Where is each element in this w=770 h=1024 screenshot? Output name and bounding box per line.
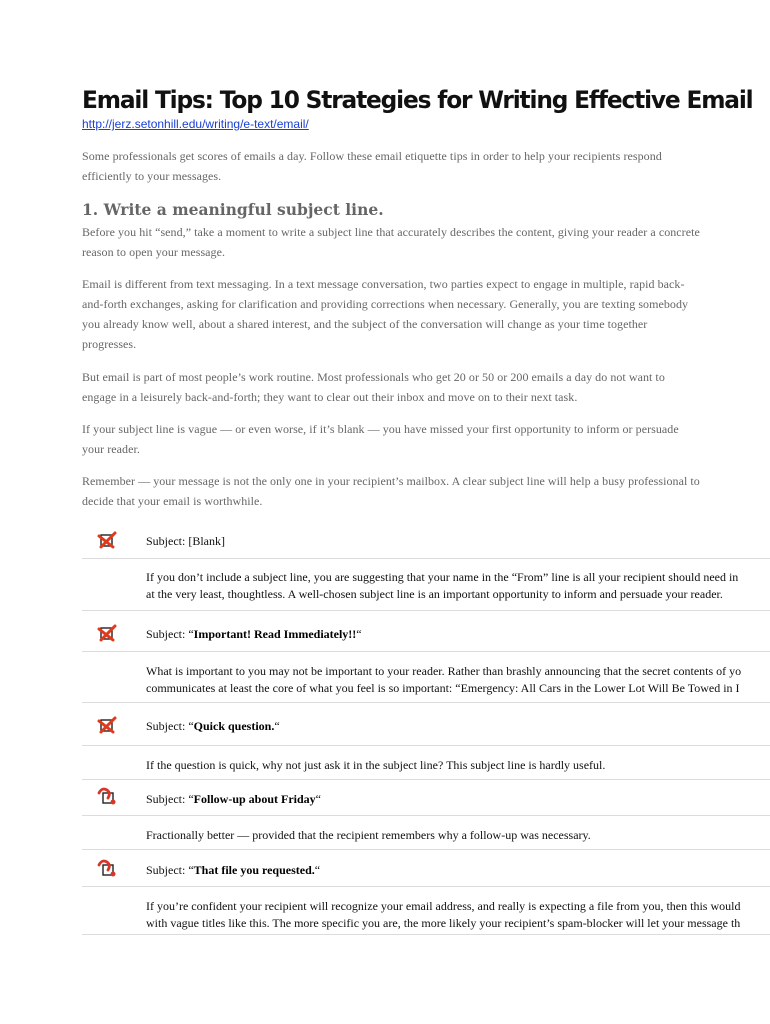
example-subject-text: Subject: [Blank] [146, 534, 225, 548]
section-heading: 1. Write a meaningful subject line. [82, 200, 384, 219]
body-paragraph: But email is part of most people’s work routine. Most professionals who get 20 or 50 or 200 emails a day do not want to engage in a leisurely back-and-forth; they want to clear out their inbox and move on to their next task. [82, 370, 665, 404]
body-paragraph: If your subject line is vague — or even worse, if it’s blank — you have missed your first opportunity to inform or persuade your reader. [82, 422, 679, 456]
source-link[interactable]: http://jerz.setonhill.edu/writing/e-text/email/ [82, 117, 309, 131]
example-item [82, 703, 770, 780]
example-item [82, 611, 770, 703]
example-comment: Fractionally better — provided that the recipient remembers why a follow-up was necessary. [82, 816, 770, 850]
example-subject-text: Subject: “Follow-up about Friday“ [146, 792, 321, 806]
example-comment: If you don’t include a subject line, you are suggesting that your name in the “From” line is all your recipient should need in at the very least, thoughtless. A well-chosen subject line is an important opportunity to inform and persuade your reader. [82, 559, 770, 611]
example-item [82, 780, 770, 850]
example-item [82, 522, 770, 611]
example-subject-row [82, 522, 770, 559]
example-comment: What is important to you may not be important to your reader. Rather than brashly announcing that the secret contents of yo communicates at least the core of what you feel is so important: “Emergency: All Cars in the Lower Lot Will Be Towed in I [82, 652, 770, 703]
example-subject-row [82, 703, 770, 746]
subject-line-examples [82, 522, 770, 935]
page-title: Email Tips: Top 10 Strategies for Writing Effective Email [82, 86, 753, 114]
body-paragraph: Email is different from text messaging. In a text message conversation, two parties expect to engage in multiple, rapid back-and-forth exchanges, asking for clarification and providing corrections when necessary. Generally, you are texting somebody you already know well, about a shared interest, and the subject of the conversation will change as your time together progresses. [82, 277, 689, 351]
example-subject-text: Subject: “Important! Read Immediately!!“ [146, 627, 362, 641]
body-paragraph: Remember — your message is not the only one in your recipient’s mailbox. A clear subject line will help a busy professional to decide that your email is worthwhile. [82, 474, 700, 508]
example-comment: If the question is quick, why not just ask it in the subject line? This subject line is hardly useful. [82, 746, 770, 780]
partial-checkbox-icon [96, 858, 118, 878]
rejected-checkbox-icon [96, 623, 118, 643]
partial-checkbox-icon [96, 786, 118, 806]
intro-paragraph: Some professionals get scores of emails a day. Follow these email etiquette tips in order to help your recipients respond efficiently to your messages. [82, 149, 662, 183]
rejected-checkbox-icon [96, 530, 118, 550]
example-item [82, 850, 770, 935]
body-paragraph: Before you hit “send,” take a moment to write a subject line that accurately describes the content, giving your reader a concrete reason to open your message. [82, 225, 700, 259]
example-subject-text: Subject: “That file you requested.“ [146, 863, 321, 877]
rejected-checkbox-icon [96, 715, 118, 735]
example-subject-row [82, 850, 770, 887]
example-subject-text: Subject: “Quick question.“ [146, 719, 280, 733]
example-subject-row [82, 780, 770, 816]
example-comment: If you’re confident your recipient will recognize your email address, and really is expecting a file from you, then this would with vague titles like this. The more specific you are, the more likely your recipient’s spam-blocker will let your message th [82, 887, 770, 935]
example-subject-row [82, 611, 770, 652]
